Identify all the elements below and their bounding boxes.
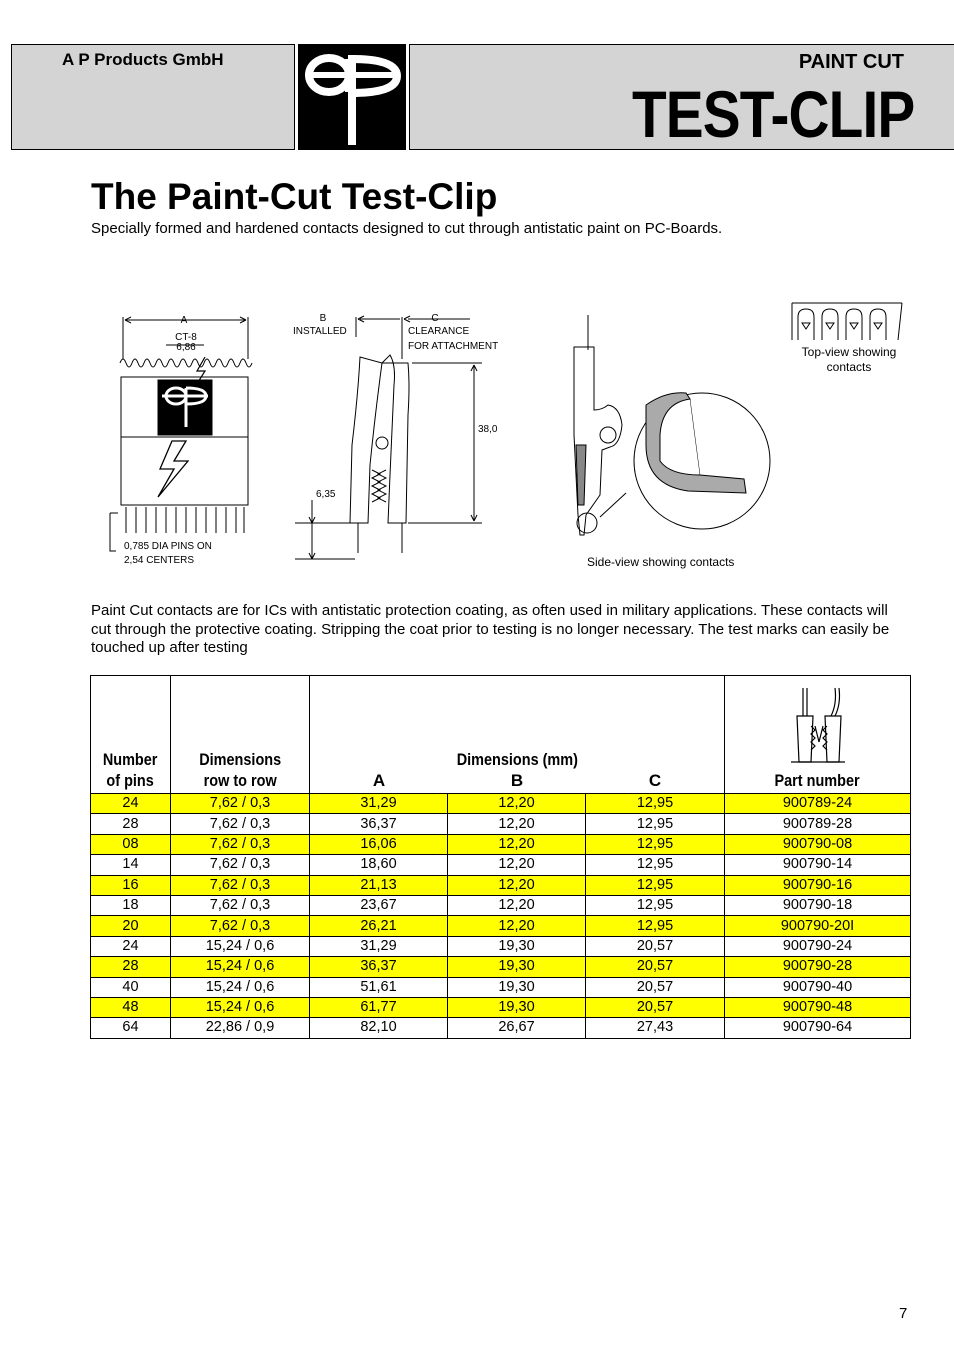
header-part-label: Part number xyxy=(774,771,861,790)
cell-c: 20,57 xyxy=(586,936,725,956)
cell-pins: 64 xyxy=(91,1018,171,1038)
cell-pins: 18 xyxy=(91,895,171,915)
cell-b: 12,20 xyxy=(448,875,586,895)
table-row xyxy=(91,855,911,875)
cell-c: 12,95 xyxy=(586,855,725,875)
cell-b: 12,20 xyxy=(448,834,586,854)
cell-row: 7,62 / 0,3 xyxy=(171,855,310,875)
cell-part: 900790-48 xyxy=(725,997,911,1017)
cell-part: 900790-64 xyxy=(725,1018,911,1038)
cell-a: 61,77 xyxy=(310,997,448,1017)
header-row-line1: Dimensions xyxy=(199,750,281,769)
cell-row: 7,62 / 0,3 xyxy=(171,814,310,834)
cell-c: 12,95 xyxy=(586,834,725,854)
cell-part: 900790-18 xyxy=(725,895,911,915)
contact-side-drawing xyxy=(574,315,770,535)
cell-row: 22,86 / 0,9 xyxy=(171,1018,310,1038)
cell-part: 900789-24 xyxy=(725,794,911,814)
cell-b: 19,30 xyxy=(448,957,586,977)
table-row xyxy=(91,916,911,936)
cell-c: 20,57 xyxy=(586,997,725,1017)
page-subtitle: Specially formed and hardened contacts designed to cut through antistatic paint on PC-Boards. xyxy=(91,220,723,237)
cell-a: 21,13 xyxy=(310,875,448,895)
cell-row: 7,62 / 0,3 xyxy=(171,916,310,936)
cell-c: 12,95 xyxy=(586,794,725,814)
cell-b: 26,67 xyxy=(448,1018,586,1038)
cell-b: 12,20 xyxy=(448,794,586,814)
cell-a: 31,29 xyxy=(310,794,448,814)
cell-c: 12,95 xyxy=(586,875,725,895)
cell-a: 23,67 xyxy=(310,895,448,915)
cell-c: 12,95 xyxy=(586,895,725,915)
header-company-panel xyxy=(11,44,295,150)
header-dimensions-label: Dimensions (mm) xyxy=(456,750,578,769)
cell-a: 82,10 xyxy=(310,1018,448,1038)
cell-pins: 40 xyxy=(91,977,171,997)
cell-b: 19,30 xyxy=(448,997,586,1017)
product-name: TEST-CLIP xyxy=(631,77,914,151)
cell-a: 51,61 xyxy=(310,977,448,997)
product-line: PAINT CUT xyxy=(798,51,904,73)
cell-a: 26,21 xyxy=(310,916,448,936)
cell-part: 900790-24 xyxy=(725,936,911,956)
table-row xyxy=(91,957,911,977)
header-c: C xyxy=(648,771,662,790)
dim-label-pins-1: 0,785 DIA PINS ON xyxy=(124,541,212,552)
contact-top-drawing xyxy=(792,303,902,340)
header-pins xyxy=(91,676,171,794)
dim-label-clearance-1: CLEARANCE xyxy=(408,326,470,337)
cell-c: 27,43 xyxy=(586,1018,725,1038)
cell-part: 900790-20I xyxy=(725,916,911,936)
header-pins-line2: of pins xyxy=(106,771,155,790)
cell-row: 15,24 / 0,6 xyxy=(171,997,310,1017)
cell-part: 900790-08 xyxy=(725,834,911,854)
cell-pins: 08 xyxy=(91,834,171,854)
header-row-line2: row to row xyxy=(203,771,277,790)
table-row xyxy=(91,814,911,834)
dim-label-380: 38,0 xyxy=(478,424,498,435)
header-part xyxy=(725,676,911,794)
dim-label-c: C xyxy=(431,313,439,324)
clip-side-drawing xyxy=(295,316,482,559)
cell-b: 12,20 xyxy=(448,916,586,936)
cell-part: 900790-40 xyxy=(725,977,911,997)
cell-pins: 24 xyxy=(91,936,171,956)
table-row xyxy=(91,794,911,814)
dim-label-a: A xyxy=(180,315,188,326)
cell-a: 16,06 xyxy=(310,834,448,854)
cell-pins: 24 xyxy=(91,794,171,814)
cell-a: 36,37 xyxy=(310,957,448,977)
table-row xyxy=(91,997,911,1017)
parts-table xyxy=(90,675,911,1039)
company-logo xyxy=(298,44,406,150)
cell-row: 15,24 / 0,6 xyxy=(171,957,310,977)
table-row xyxy=(91,1018,911,1038)
ap-logo-icon xyxy=(299,45,405,149)
table-row xyxy=(91,875,911,895)
table-row xyxy=(91,936,911,956)
cell-a: 36,37 xyxy=(310,814,448,834)
parts-table-body xyxy=(91,794,911,1039)
cell-pins: 28 xyxy=(91,957,171,977)
side-view-caption: Side-view showing contacts xyxy=(587,555,735,569)
top-view-caption: Top-view showing contacts xyxy=(801,345,897,374)
header-pins-line1: Number xyxy=(103,750,158,769)
technical-drawing xyxy=(90,295,910,580)
cell-b: 12,20 xyxy=(448,814,586,834)
cell-part: 900789-28 xyxy=(725,814,911,834)
header-row xyxy=(171,676,310,794)
test-clip-icon xyxy=(783,684,853,764)
cell-part: 900790-28 xyxy=(725,957,911,977)
cell-a: 31,29 xyxy=(310,936,448,956)
dim-label-ct: CT-8 xyxy=(175,332,197,343)
header-b: B xyxy=(510,771,524,790)
company-name: A P Products GmbH xyxy=(62,50,224,69)
dim-label-635: 6,35 xyxy=(316,489,336,500)
header-product-panel xyxy=(409,44,954,150)
cell-row: 7,62 / 0,3 xyxy=(171,875,310,895)
cell-c: 12,95 xyxy=(586,916,725,936)
table-row xyxy=(91,895,911,915)
header-a: A xyxy=(372,771,386,790)
dim-label-pins-2: 2,54 CENTERS xyxy=(124,555,195,566)
header-dimensions xyxy=(310,676,725,794)
dim-label-b: B xyxy=(319,313,327,324)
cell-a: 18,60 xyxy=(310,855,448,875)
table-row xyxy=(91,834,911,854)
cell-part: 900790-14 xyxy=(725,855,911,875)
cell-b: 12,20 xyxy=(448,895,586,915)
cell-row: 15,24 / 0,6 xyxy=(171,936,310,956)
description-paragraph: Paint Cut contacts are for ICs with antistatic protection coating, as often used in military applications. These contacts will cut through the protective coating. Stripping the coat prior to testing is no longer necessary. The test marks can easily be touched up after testing xyxy=(91,602,890,656)
cell-b: 19,30 xyxy=(448,977,586,997)
cell-pins: 16 xyxy=(91,875,171,895)
page-title: The Paint-Cut Test-Clip xyxy=(91,176,498,217)
cell-c: 20,57 xyxy=(586,957,725,977)
cell-row: 7,62 / 0,3 xyxy=(171,794,310,814)
page-number: 7 xyxy=(899,1305,908,1322)
cell-c: 20,57 xyxy=(586,977,725,997)
cell-pins: 20 xyxy=(91,916,171,936)
cell-pins: 48 xyxy=(91,997,171,1017)
cell-pins: 14 xyxy=(91,855,171,875)
cell-b: 12,20 xyxy=(448,855,586,875)
cell-row: 7,62 / 0,3 xyxy=(171,895,310,915)
cell-pins: 28 xyxy=(91,814,171,834)
cell-part: 900790-16 xyxy=(725,875,911,895)
dim-label-clearance-2: FOR ATTACHMENT xyxy=(408,341,499,352)
cell-c: 12,95 xyxy=(586,814,725,834)
dim-label-installed: INSTALLED xyxy=(293,326,347,337)
table-row xyxy=(91,977,911,997)
cell-b: 19,30 xyxy=(448,936,586,956)
dim-label-686: 6,86 xyxy=(176,342,196,353)
cell-row: 15,24 / 0,6 xyxy=(171,977,310,997)
cell-row: 7,62 / 0,3 xyxy=(171,834,310,854)
